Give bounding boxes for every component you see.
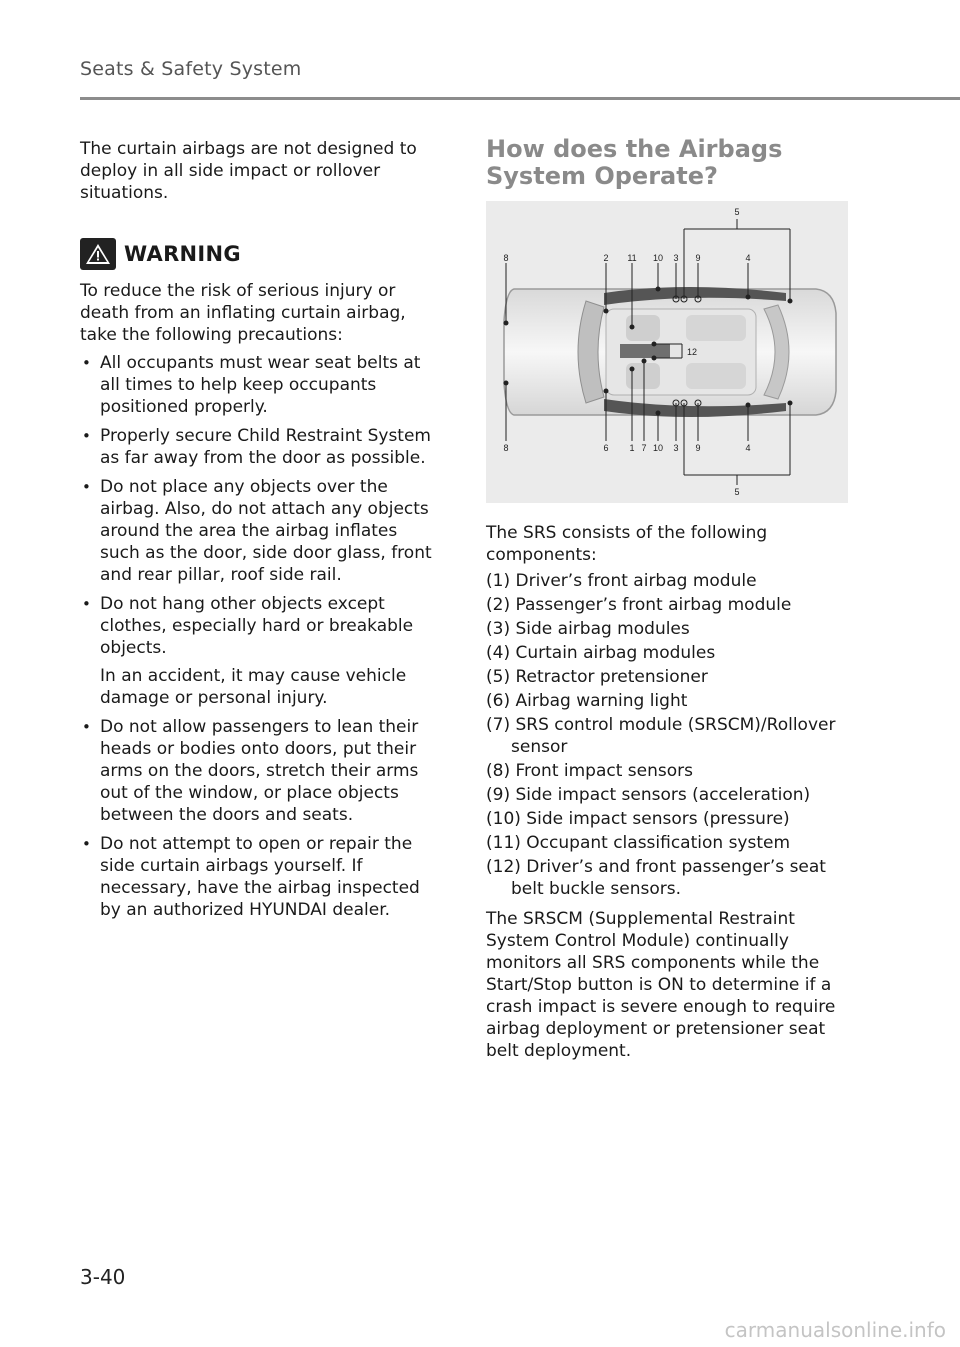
watermark: carmanualsonline.info [724,1318,946,1342]
bullet-sub-paragraph: In an accident, it may cause vehicle damage or personal injury. [100,666,407,708]
label-bottom-8: 8 [503,443,509,453]
list-item: (6) Airbag warning light [486,691,688,711]
label-bottom-6: 6 [603,443,609,453]
warning-heading [80,238,442,270]
left-column [80,138,442,928]
components-intro: The SRS consists of the following components: [486,523,768,565]
label-bottom-9: 9 [695,443,701,453]
list-item: (2) Passenger’s front airbag module [486,595,792,615]
label-top-2: 2 [603,253,609,263]
list-item: (9) Side impact sensors (acceleration) [486,785,811,805]
intro-paragraph: The curtain airbags are not designed to deploy in all side impact or rollover situations. [80,139,417,203]
label-top-11: 11 [627,253,637,263]
label-top-5: 5 [734,207,740,217]
list-item: (5) Retractor pretensioner [486,667,708,687]
label-top-4: 4 [745,253,751,263]
label-bottom-10: 10 [652,443,664,453]
warning-title: WARNING [124,242,241,266]
list-item: • Do not attempt to open or repair the side curtain airbags yourself. If necessary, have the airbag inspected by an authorized HYUNDAI dealer. [80,833,442,921]
list-item: (8) Front impact sensors [486,761,693,781]
label-top-10: 10 [652,253,664,263]
list-item: • Do not place any objects over the airbag. Also, do not attach any objects around the area the airbag inflates such as the door, side door glass, front and rear pillar, roof side rail. [80,476,442,586]
label-bottom-4: 4 [745,443,751,453]
airbag-system-diagram [486,201,848,503]
list-item: (4) Curtain airbag modules [486,643,716,663]
right-column [486,136,852,1062]
srscm-paragraph: The SRSCM (Supplemental Restraint System Control Module) continually monitors all SRS components while the Start/Stop button is ON to determine if a crash impact is severe enough to require airbag deployment or pretensioner seat belt deployment. [486,909,836,1061]
section-title: How does the Airbags System Operate? [486,135,783,190]
list-item: (12) Driver’s and front passenger’s seat belt buckle sensors. [486,857,826,899]
list-item: • Properly secure Child Restraint System as far away from the door as possible. [80,425,442,469]
list-item: (11) Occupant classification system [486,833,791,853]
label-bottom-5: 5 [734,487,740,497]
list-item: • Do not allow passengers to lean their heads or bodies onto doors, put their arms on the doors, stretch their arms out of the window, or place objects between the doors and seats. [80,716,442,826]
car-topview-illustration [486,201,848,503]
header-section-title: Seats & Safety System [80,58,302,80]
label-bottom-1: 1 [629,443,635,453]
components-list [486,570,852,900]
precaution-list-continued [80,716,442,921]
list-item: • Do not hang other objects except clothes, especially hard or breakable objects. [80,593,442,659]
label-top-3: 3 [673,253,679,263]
list-item: (10) Side impact sensors (pressure) [486,809,790,829]
label-bottom-7: 7 [641,443,647,453]
warning-triangle-icon [80,238,116,270]
label-bottom-3: 3 [673,443,679,453]
list-item: • All occupants must wear seat belts at all times to help keep occupants positioned properly. [80,352,442,418]
label-top-8: 8 [503,253,509,263]
list-item: (1) Driver’s front airbag module [486,571,757,591]
list-item: (7) SRS control module (SRSCM)/Rollover sensor [486,715,836,757]
list-item: (3) Side airbag modules [486,619,690,639]
warning-intro: To reduce the risk of serious injury or death from an inflating curtain airbag, take the following precautions: [80,281,406,345]
precaution-list [80,352,442,659]
header-rule [80,97,960,100]
page-number: 3-40 [80,1265,126,1289]
label-12: 12 [686,347,698,357]
label-top-9: 9 [695,253,701,263]
